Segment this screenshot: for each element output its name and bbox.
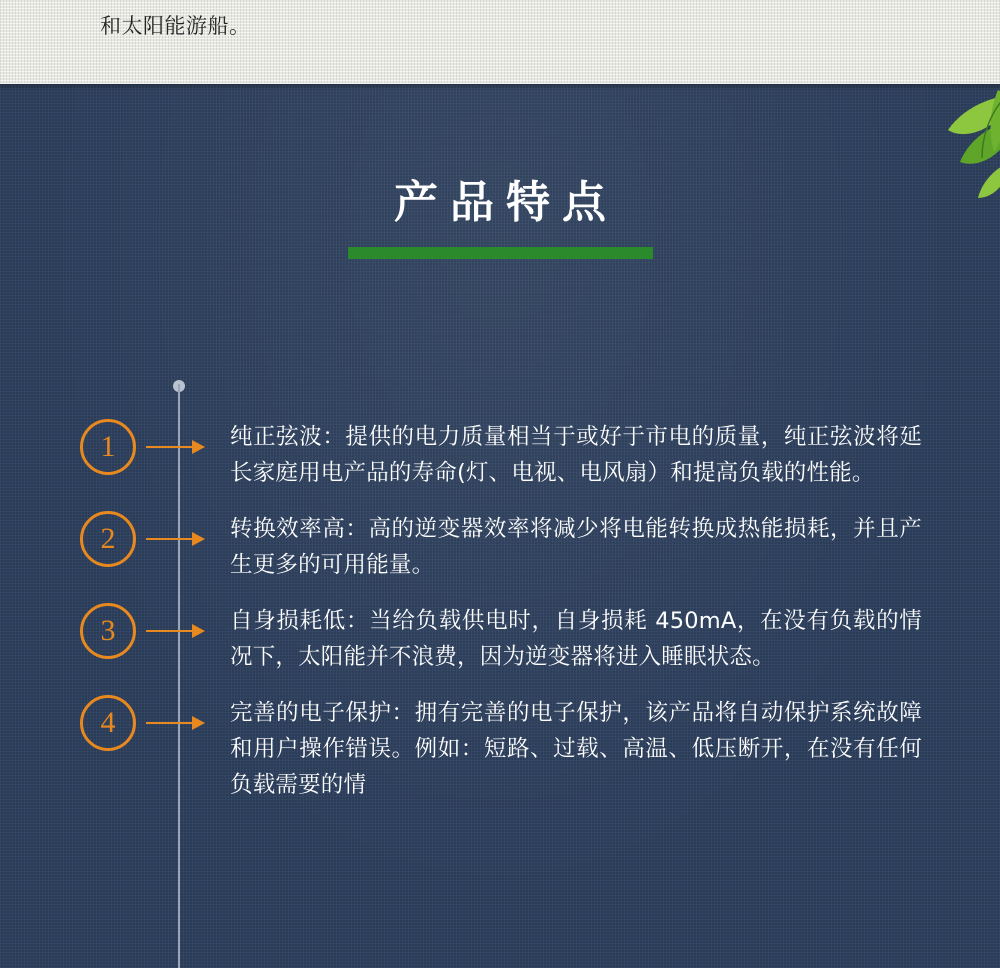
feature-marker <box>0 511 230 585</box>
feature-text: 转换效率高：高的逆变器效率将减少将电能转换成热能损耗，并且产生更多的可用能量。 <box>230 516 922 578</box>
feature-text: 纯正弦波：提供的电力质量相当于或好于市电的质量，纯正弦波将延长家庭用电产品的寿命(灯、电视、电风扇）和提高负载的性能。 <box>230 424 922 486</box>
list-item <box>0 511 1000 585</box>
status-badge: 3 <box>80 603 136 659</box>
feature-marker <box>0 695 230 769</box>
feature-text: 完善的电子保护：拥有完善的电子保护，该产品将自动保护系统故障和用户操作错误。例如：短路、过载、高温、低压断开，在没有任何负载需要的情 <box>230 700 922 798</box>
arrow-right-icon <box>146 715 208 731</box>
section-title-block <box>0 179 1000 259</box>
status-badge: 1 <box>80 419 136 475</box>
arrow-right-icon <box>146 531 208 547</box>
feature-marker <box>0 603 230 677</box>
arrow-right-icon <box>146 623 208 639</box>
title-underline <box>348 247 653 259</box>
list-item <box>0 603 1000 677</box>
page-title: 产品特点 <box>394 177 618 228</box>
features-panel <box>0 84 1000 968</box>
arrow-right-icon <box>146 439 208 455</box>
feature-marker <box>0 419 230 493</box>
previous-section-tail-text: 和太阳能游船。 <box>100 14 251 38</box>
list-item <box>0 695 1000 803</box>
status-badge: 2 <box>80 511 136 567</box>
list-item <box>0 419 1000 493</box>
strip-divider-shadow <box>0 84 1000 90</box>
previous-section-strip <box>0 0 1000 84</box>
status-badge: 4 <box>80 695 136 751</box>
feature-list <box>0 419 1000 821</box>
feature-text: 自身损耗低：当给负载供电时，自身损耗 450mA，在没有负载的情况下，太阳能并不浪费，因为逆变器将进入睡眠状态。 <box>230 608 922 670</box>
